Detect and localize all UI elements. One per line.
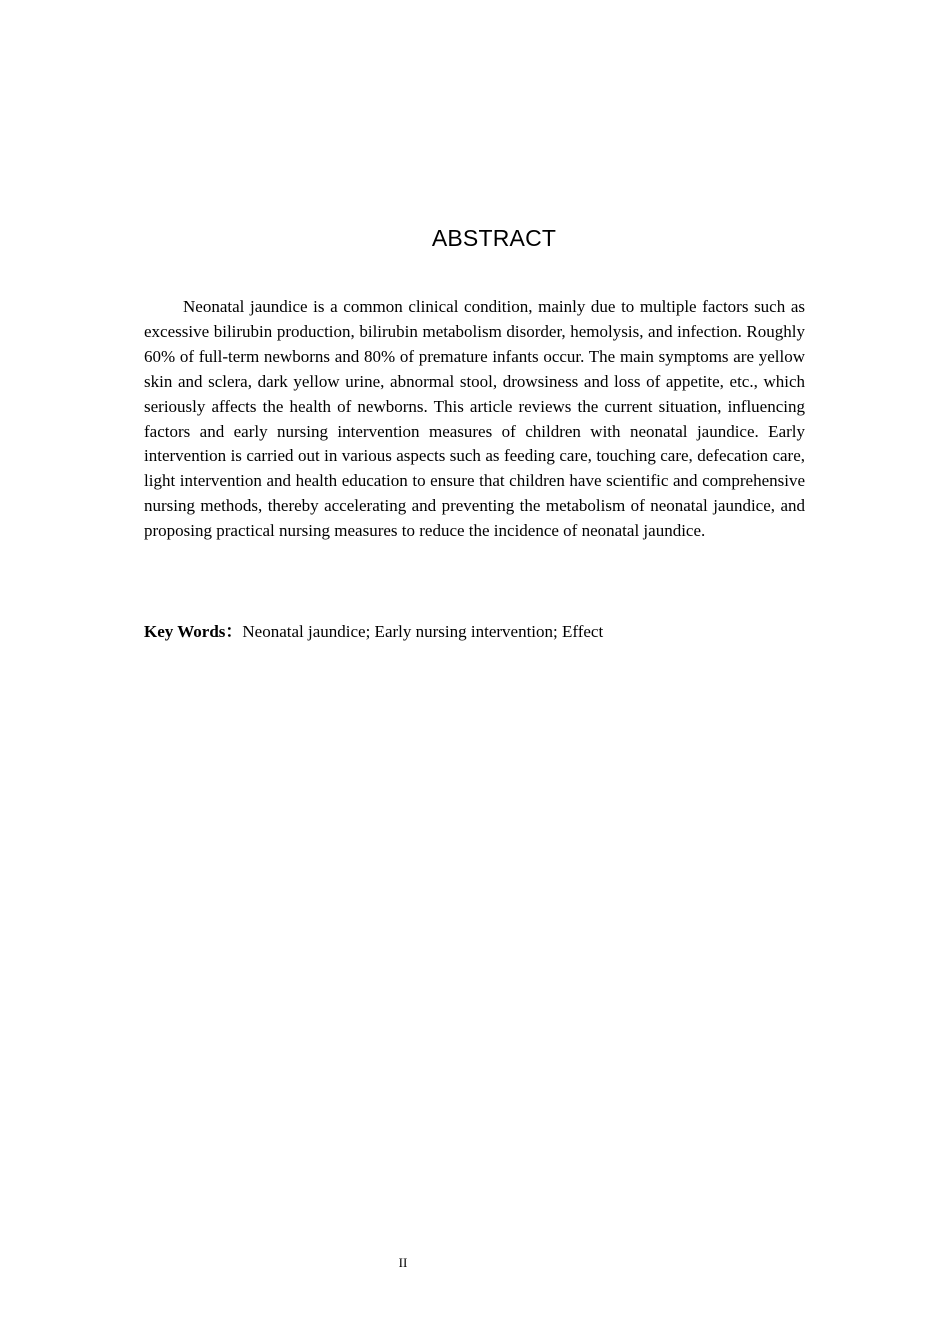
keywords-line: [144, 619, 805, 644]
page-number: II: [398, 1255, 408, 1270]
keywords-label: Key Words：: [144, 622, 243, 641]
keywords-value: Neonatal jaundice; Early nursing intervention; Effect: [242, 622, 604, 641]
abstract-body-text: Neonatal jaundice is a common clinical condition, mainly due to multiple factors such as excessive bilirubin production, bilirubin metabolism disorder, hemolysis, and infection. Roughly 60% of full-term newborns and 80% of premature infants occur. The main symptoms are yellow skin and sclera, dark yellow urine, abnormal stool, drowsiness and loss of appetite, etc., which seriously affects the health of newborns. This article reviews the current situation, influencing factors and early nursing intervention measures of children with neonatal jaundice. Early intervention is carried out in various aspects such as feeding care, touching care, defecation care, light intervention and health education to ensure that children have scientific and comprehensive nursing methods, thereby accelerating and preventing the metabolism of neonatal jaundice, and proposing practical nursing measures to reduce the incidence of neonatal jaundice.: [144, 297, 805, 541]
abstract-title: ABSTRACT: [431, 225, 557, 251]
